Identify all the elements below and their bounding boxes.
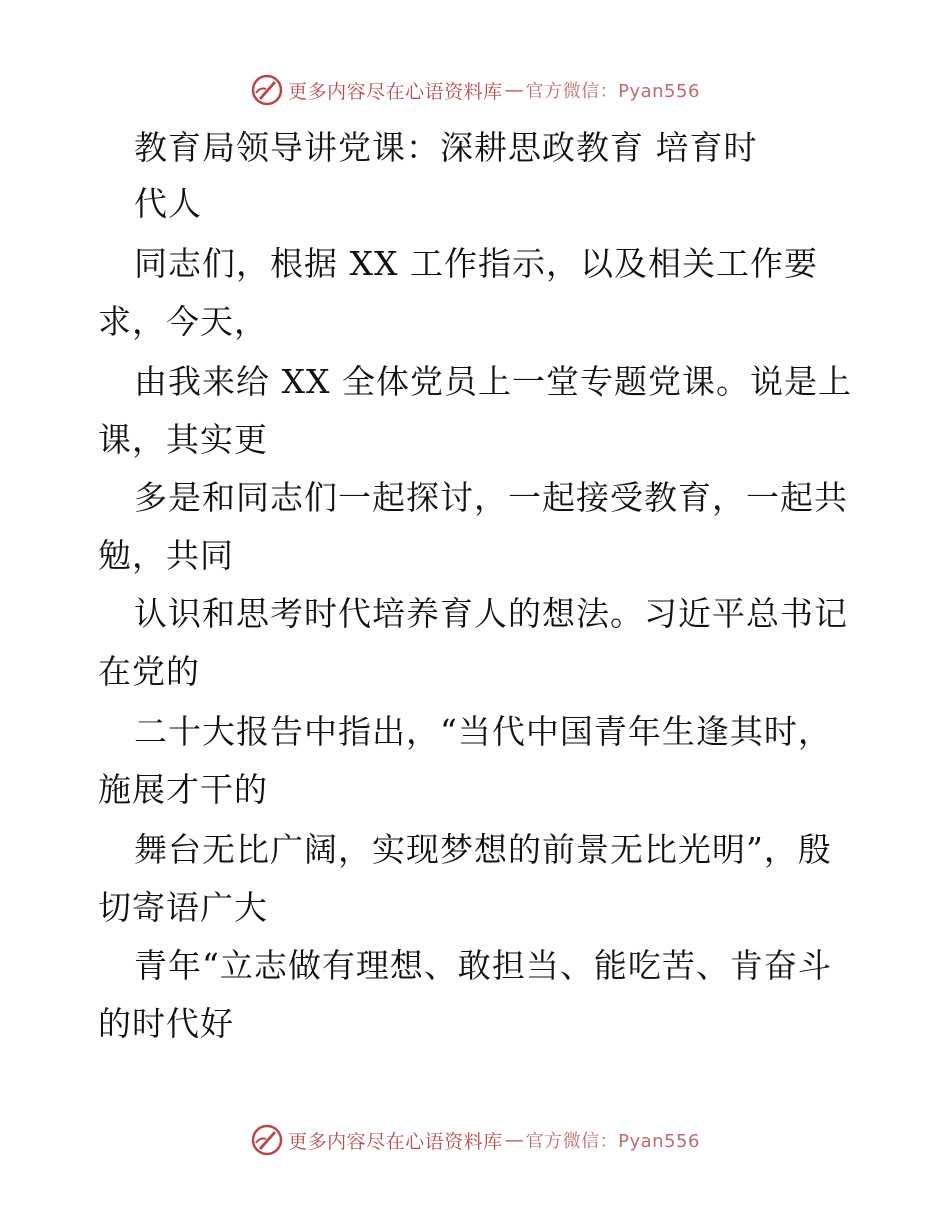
paragraph-line: 求，今天， xyxy=(98,302,268,341)
paragraph-line: 舞台无比广阔，实现梦想的前景无比光明”，殷 xyxy=(134,830,832,869)
paragraph-line: 在党的 xyxy=(98,652,200,691)
paragraph-line: 施展才干的 xyxy=(98,770,268,809)
paragraph-line: 二十大报告中指出，“当代中国青年生逢其时， xyxy=(134,712,832,751)
paragraph-line: 青年“立志做有理想、敢担当、能吃苦、肯奋斗 xyxy=(134,946,832,985)
watermark-wechat: 官方微信：Pyan556 xyxy=(525,1131,700,1152)
watermark-text: 更多内容尽在心语资料库 xyxy=(288,80,503,103)
paragraph-line: 切寄语广大 xyxy=(98,888,268,927)
paragraph-line: 的时代好 xyxy=(98,1004,234,1043)
header-watermark xyxy=(0,70,950,110)
paragraph-line: 认识和思考时代培养育人的想法。习近平总书记 xyxy=(134,594,848,633)
paragraph-line: 多是和同志们一起探讨，一起接受教育，一起共 xyxy=(134,478,848,517)
watermark-text: 更多内容尽在心语资料库 xyxy=(288,1130,503,1153)
document-title-line-2: 代人 xyxy=(134,184,202,223)
quill-pen-logo-icon xyxy=(250,1123,284,1157)
paragraph-line: 同志们，根据 XX 工作指示，以及相关工作要 xyxy=(134,244,818,283)
watermark-wechat: 官方微信：Pyan556 xyxy=(525,81,700,102)
document-title-line-1: 教育局领导讲党课：深耕思政教育 培育时 xyxy=(134,128,758,167)
footer-watermark xyxy=(0,1120,950,1160)
paragraph-line: 课，其实更 xyxy=(98,420,268,459)
paragraph-line: 由我来给 XX 全体党员上一堂专题党课。说是上 xyxy=(134,362,852,401)
quill-pen-logo-icon xyxy=(250,73,284,107)
watermark-dash: — xyxy=(504,79,524,101)
paragraph-line: 勉，共同 xyxy=(98,536,234,575)
watermark-dash: — xyxy=(504,1129,524,1151)
